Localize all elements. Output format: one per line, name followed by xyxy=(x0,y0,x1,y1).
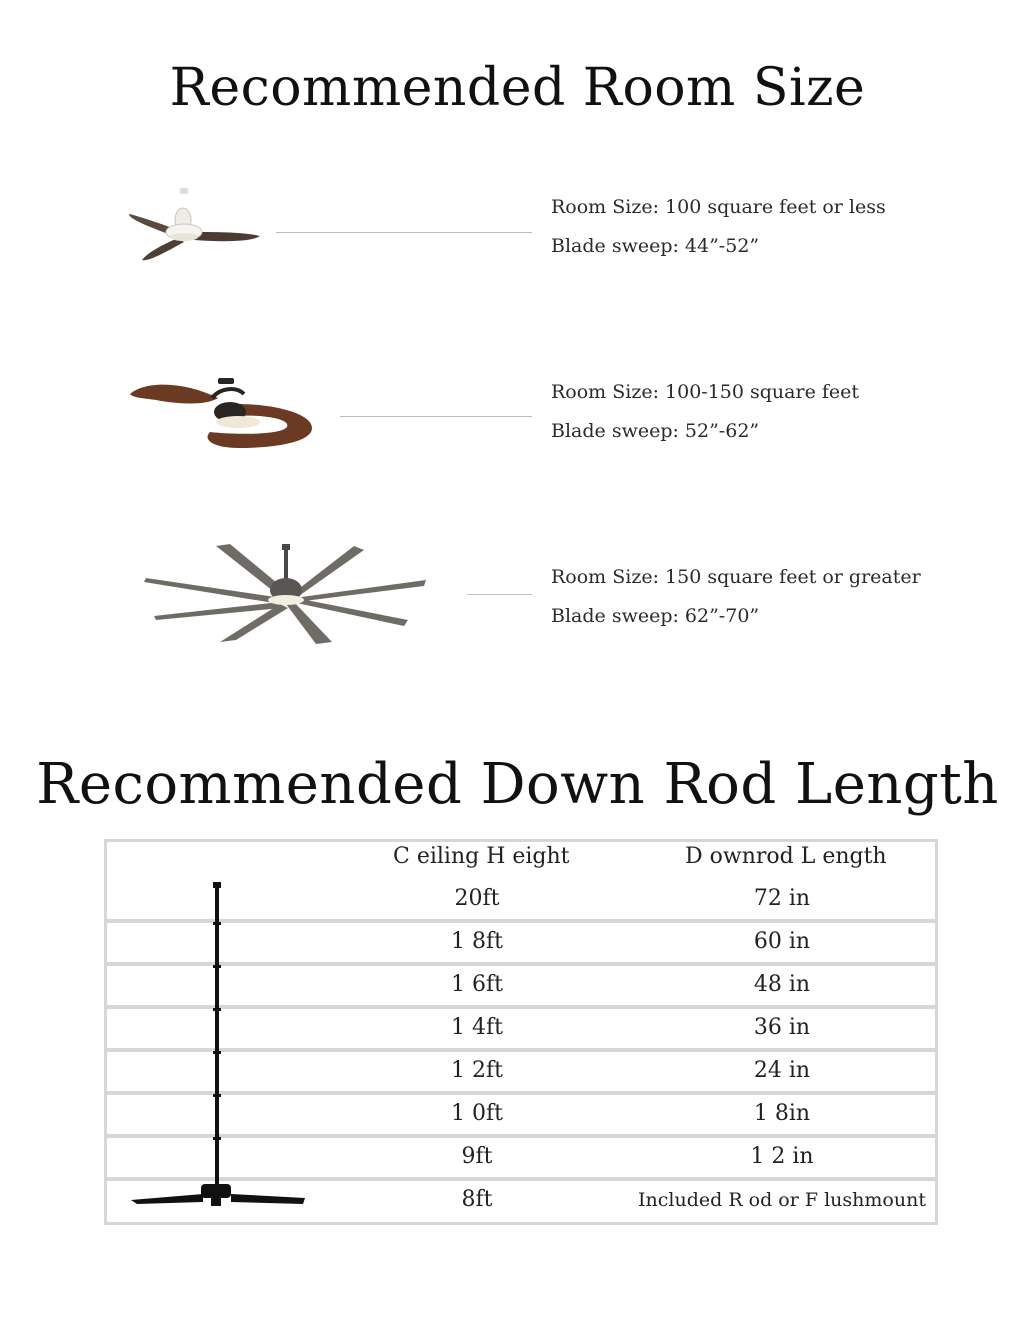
ceiling-height-cell: 9ft xyxy=(461,1144,493,1169)
downrod-length-cell: 36 in xyxy=(753,1015,811,1040)
room-size-text: Room Size: 100-150 square feet xyxy=(551,381,860,403)
room-size-title: Recommended Room Size xyxy=(169,58,866,118)
blade-sweep-text: Blade sweep: 44”-52” xyxy=(551,235,760,257)
ceiling-height-cell: 1 2ft xyxy=(451,1058,503,1083)
fan-connector-line xyxy=(340,416,532,417)
downrod-fan-illustration-icon xyxy=(107,842,327,1222)
downrod-length-cell: 48 in xyxy=(753,972,811,997)
downrod-length-cell: 60 in xyxy=(753,929,811,954)
ceiling-height-header: C eiling H eight xyxy=(393,844,570,869)
blade-sweep-text: Blade sweep: 52”-62” xyxy=(551,420,760,442)
ceiling-height-cell: 1 8ft xyxy=(451,929,503,954)
fan-spec-2 xyxy=(551,373,859,451)
downrod-length-header: D ownrod L ength xyxy=(685,844,887,869)
downrod-length-cell: Included R od or F lushmount xyxy=(638,1189,926,1211)
downrod-length-cell: 24 in xyxy=(753,1058,811,1083)
ceiling-height-cell: 1 0ft xyxy=(451,1101,503,1126)
room-size-text: Room Size: 150 square feet or greater xyxy=(551,566,921,588)
large-nine-blade-fan-icon xyxy=(140,540,432,646)
ceiling-height-cell: 8ft xyxy=(461,1187,493,1212)
down-rod-title: Recommended Down Rod Length xyxy=(36,752,999,817)
fan-connector-line xyxy=(276,232,532,233)
room-size-text: Room Size: 100 square feet or less xyxy=(551,196,886,218)
downrod-length-cell: 1 2 in xyxy=(750,1144,814,1169)
ceiling-height-cell: 1 6ft xyxy=(451,972,503,997)
downrod-length-cell: 1 8in xyxy=(753,1101,811,1126)
ceiling-height-cell: 1 4ft xyxy=(451,1015,503,1040)
fan-connector-line xyxy=(467,594,532,595)
curved-wood-blade-fan-icon xyxy=(126,376,320,452)
fan-spec-1 xyxy=(551,188,886,266)
downrod-length-cell: 72 in xyxy=(753,886,811,911)
small-three-blade-fan-icon xyxy=(126,186,266,266)
fan-spec-3 xyxy=(551,558,921,636)
ceiling-height-cell: 20ft xyxy=(454,886,500,911)
blade-sweep-text: Blade sweep: 62”-70” xyxy=(551,605,760,627)
downrod-table xyxy=(104,839,938,1225)
